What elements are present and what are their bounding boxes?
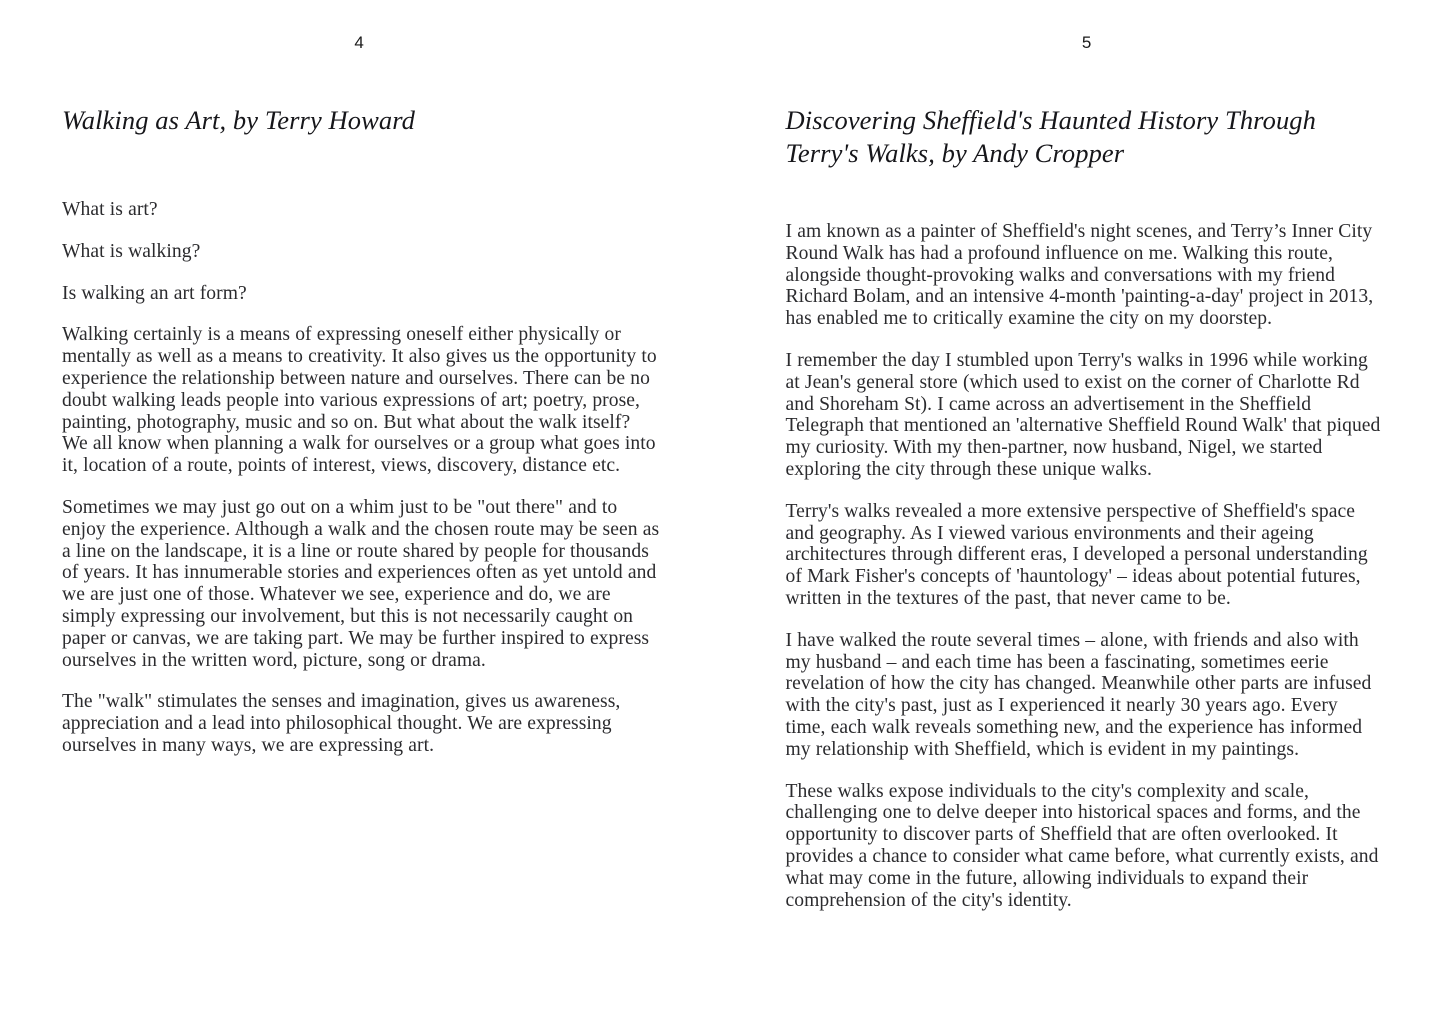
article-body-left	[62, 199, 660, 757]
paragraph: The "walk" stimulates the senses and imagination, gives us awareness, appreciation and a lead into philosophical thought. We are expressing ourselves in many ways, we are expressing art.	[62, 691, 621, 756]
paragraph: What is walking?	[62, 240, 201, 262]
page-number-right: 5	[1081, 33, 1092, 52]
paragraph: I remember the day I stumbled upon Terry's walks in 1996 while working at Jean's general store (which used to exist on the corner of Charlotte Rd and Shoreham St). I came across an advertisement in the Sheffield Telegraph that mentioned an 'alternative Sheffield Round Walk' that piqued my curiosity. With my then-partner, now husband, Nigel, we started exploring the city through these unique walks.	[785, 349, 1381, 480]
paragraph: What is art?	[62, 199, 158, 220]
paragraph: Sometimes we may just go out on a whim just to be "out there" and to enjoy the experience. Although a walk and the chosen route may be seen as a line on the landscape, it is a line or route shared by people for thousands of years. It has innumerable stories and experiences often as yet untold and we are just one of those. Whatever we see, experience and do, we are simply expressing our involvement, but this is not necessarily caught on paper or canvas, we are taking part. We may be further inspired to express ourselves in the written word, picture, song or drama.	[62, 496, 660, 671]
text-column-right	[786, 104, 1383, 911]
article-title-right: Discovering Sheffield's Haunted History Through Terry's Walks, by Andy Cropper	[785, 105, 1317, 168]
paragraph: Is walking an art form?	[62, 282, 247, 304]
paragraph: These walks expose individuals to the city's complexity and scale, challenging one to delve deeper into historical spaces and forms, and the opportunity to discover parts of Sheffield that are often overlooked. It provides a chance to consider what came before, what currently exists, and what may come in the future, allowing individuals to expand their comprehension of the city's identity.	[785, 780, 1379, 911]
page-right	[723, 0, 1445, 1025]
paragraph: I have walked the route several times – alone, with friends and also with my husband – and each time has been a fascinating, sometimes eerie revelation of how the city has changed. Meanwhile other parts are infused with the city's past, just as I experienced it nearly 30 years ago. Every time, each walk reveals something new, and the experience has informed my relationship with Sheffield, which is evident in my paintings.	[785, 629, 1372, 760]
paragraph: Walking certainly is a means of expressing oneself either physically or mentally as well as a means to creativity. It also gives us the opportunity to experience the relationship between nature and ourselves. There can be no doubt walking leads people into various expressions of art; poetry, prose, painting, photography, music and so on. But what about the walk itself? We all know when planning a walk for ourselves or a group what goes into it, location of a route, points of interest, views, discovery, distance etc.	[62, 324, 657, 477]
paragraph: Terry's walks revealed a more extensive perspective of Sheffield's space and geography. As I viewed various environments and their ageing architectures through different eras, I developed a personal understanding of Mark Fisher's concepts of 'hauntology' – ideas about potential futures, written in the textures of the past, that never came to be.	[785, 500, 1368, 609]
text-column-left	[62, 104, 660, 757]
paragraph: I am known as a painter of Sheffield's night scenes, and Terry’s Inner City Round Walk has had a profound influence on me. Walking this route, alongside thought-provoking walks and conversations with my friend Richard Bolam, and an intensive 4-month 'painting-a-day' project in 2013, has enabled me to critically examine the city on my doorstep.	[785, 221, 1374, 330]
page-number-left: 4	[354, 33, 365, 52]
article-body-right	[786, 221, 1383, 911]
article-title-left: Walking as Art, by Terry Howard	[62, 105, 416, 135]
